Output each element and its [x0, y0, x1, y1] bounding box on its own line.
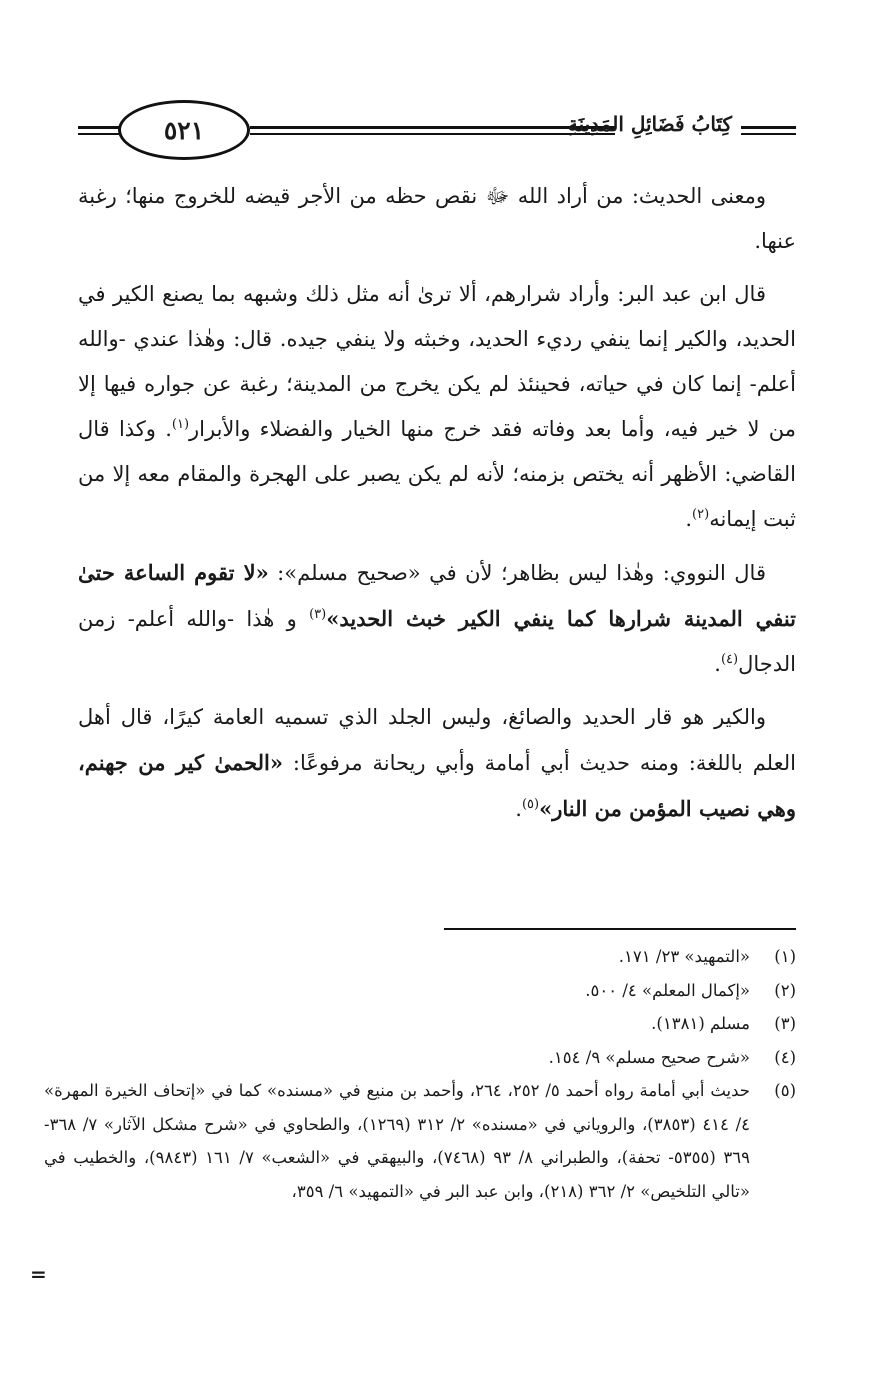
footnote-3	[44, 1007, 796, 1041]
footnotes	[44, 940, 796, 1208]
paragraph-3-text-d: .	[714, 652, 721, 676]
footnote-text: مسلم (١٣٨١).	[651, 1014, 750, 1033]
main-text	[78, 174, 796, 840]
footnote-2	[44, 974, 796, 1008]
footnote-ref-1: (١)	[171, 417, 190, 432]
paragraph-3-text-a: قال النووي: وهٰذا ليس بظاهر؛ لأن في «صحيح مسلم»:	[268, 561, 766, 585]
hadith-quote-1: «لا تقوم الساعة حتىٰ تنفي المدينة شرارها كما ينفي الكير خبث الحديد»	[78, 560, 796, 631]
paragraph-2-text-a: قال ابن عبد البر: وأراد شرارهم، ألا ترىٰ أنه مثل ذلك وشبهه بما يصنع الكير في الحديد، والكير إنما ينفي رديء الحديد، وخبثه ولا ينفي جيده. قال: وهٰذا عندي -والله أعلم- إنما كان في حياته، فحينئذ لم يكن يخرج من المدينة؛ رغبة عن جواره فيها إلا من لا خير فيه، وأما بعد وفاته فقد خرج منها الخيار والفضلاء والأبرار	[78, 282, 796, 441]
paragraph-3-text-c: و هٰذا -والله أعلم- زمن الدجال	[78, 607, 796, 676]
header-rule-right-thin	[741, 133, 796, 135]
footnote-ref-3: (٣)	[309, 607, 327, 622]
paragraph-1	[78, 174, 796, 264]
paragraph-4	[78, 695, 796, 832]
footnote-separator	[444, 928, 796, 930]
continuation-mark: =	[30, 1262, 47, 1286]
paragraph-2-text-c: .	[685, 507, 693, 531]
footnote-text: حديث أبي أمامة رواه أحمد ٥/ ٢٥٢، ٢٦٤، وأحمد بن منيع في «مسنده» كما في «إتحاف الخيرة المهرة» ٤/ ٤١٤ (٣٨٥٣)، والروياني في «مسنده» ٢/ ٣١٢ (١٢٦٩)، والطحاوي في «شرح مشكل الآثار» ٧/ ٣٦٨- ٣٦٩ (٥٣٥٥- تحفة)، والطبراني ٨/ ٩٣ (٧٤٦٨)، والبيهقي في «الشعب» ٧/ ١٦١ (٩٨٤٣)، والخطيب في «تالي التلخيص» ٢/ ٣٦٢ (٢١٨)، وابن عبد البر في «التمهيد» ٦/ ٣٥٩،	[44, 1081, 750, 1201]
header-rule-middle	[250, 126, 615, 129]
footnote-number: (٤)	[774, 1047, 796, 1067]
footnote-ref-5: (٥)	[521, 797, 540, 812]
footnote-ref-4: (٤)	[720, 652, 739, 667]
footnote-4	[44, 1041, 796, 1075]
footnote-number: (٥)	[774, 1081, 796, 1100]
paragraph-3	[78, 550, 796, 687]
paragraph-2-text-b: . وكذا قال القاضي: الأظهر أنه يختص بزمنه؛ لأنه لم يكن يصبر على الهجرة والمقام معه إلا من ثبت إيمانه	[78, 417, 796, 531]
footnote-1	[44, 940, 796, 974]
paragraph-1-text: ومعنى الحديث: من أراد الله ﷻ نقص حظه من الأجر قيضه للخروج منها؛ رغبة عنها.	[78, 184, 796, 253]
footnote-5	[44, 1074, 796, 1208]
running-header	[78, 100, 796, 164]
header-rule-left-thin	[78, 133, 120, 135]
footnote-number: (٣)	[774, 1014, 796, 1033]
footnote-text: «التمهيد» ٢٣/ ١٧١.	[618, 947, 750, 966]
footnote-ref-2: (٢)	[692, 507, 710, 522]
header-rule-right	[741, 126, 796, 129]
paragraph-2	[78, 272, 796, 542]
footnote-text: «شرح صحيح مسلم» ٩/ ١٥٤.	[548, 1047, 750, 1067]
book-title: كِتَابُ فَضَائِلِ المَدِينَةِ	[567, 112, 732, 136]
hadith-quote-2: «الحمىٰ كير من جهنم، وهي نصيب المؤمن من النار»	[78, 750, 796, 821]
header-rule-middle-thin	[250, 133, 615, 135]
page-number: ٥٢١	[118, 100, 250, 160]
footnote-number: (٢)	[774, 980, 796, 1000]
footnote-number: (١)	[774, 947, 796, 966]
header-rule-left	[78, 126, 120, 129]
footnote-text: «إكمال المعلم» ٤/ ٥٠٠.	[585, 980, 750, 1000]
paragraph-4-text-a: والكير هو قار الحديد والصائغ، وليس الجلد الذي تسميه العامة كيرًا، قال أهل العلم باللغة: ومنه حديث أبي أمامة وأبي ريحانة مرفوعًا:	[78, 705, 796, 775]
paragraph-4-text-c: .	[515, 797, 522, 821]
